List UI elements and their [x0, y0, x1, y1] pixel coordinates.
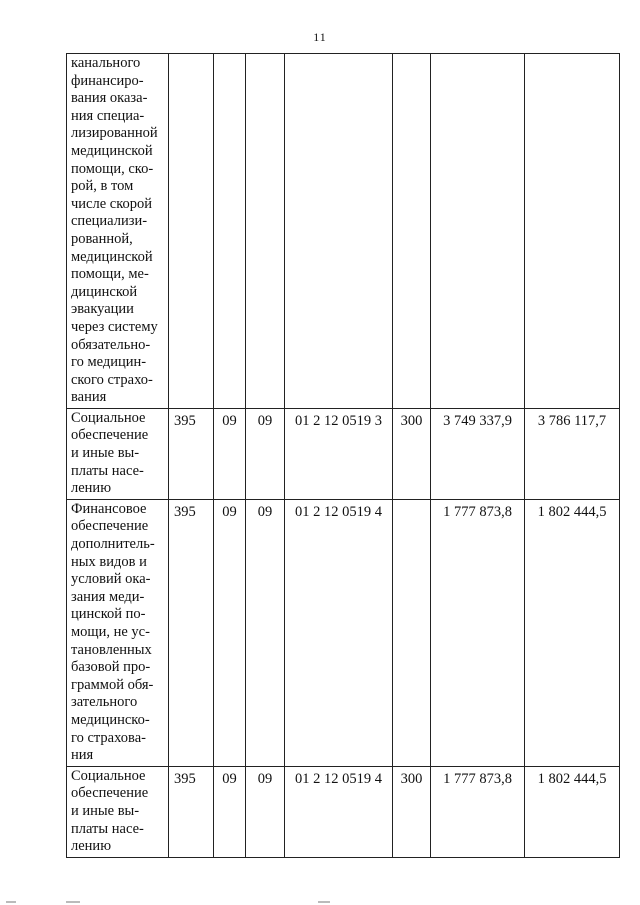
expense-type-code: 300 — [393, 408, 431, 499]
row-name-cell — [67, 766, 169, 857]
target-code: 01 2 12 0519 4 — [285, 499, 393, 766]
amount-year-1: 1 777 873,8 — [431, 499, 525, 766]
table-row — [67, 766, 620, 857]
scan-artifacts — [0, 895, 640, 905]
ministry-code — [169, 54, 214, 409]
row-name: Социальное обеспечение и иные вы- платы насе- лению — [71, 767, 149, 855]
target-code — [285, 54, 393, 409]
amount-year-2: 1 802 444,5 — [525, 766, 620, 857]
row-name-cell — [67, 54, 169, 409]
ministry-code: 395 — [169, 766, 214, 857]
target-code: 01 2 12 0519 3 — [285, 408, 393, 499]
row-name-cell — [67, 499, 169, 766]
subsection-code: 09 — [246, 408, 285, 499]
expense-type-code — [393, 499, 431, 766]
amount-year-1: 1 777 873,8 — [431, 766, 525, 857]
section-code: 09 — [214, 408, 246, 499]
expense-type-code — [393, 54, 431, 409]
budget-table — [66, 53, 620, 858]
amount-year-1 — [431, 54, 525, 409]
scan-mark — [6, 901, 16, 903]
section-code: 09 — [214, 766, 246, 857]
scan-mark — [66, 901, 80, 903]
amount-year-2: 1 802 444,5 — [525, 499, 620, 766]
target-code: 01 2 12 0519 4 — [285, 766, 393, 857]
table-row — [67, 408, 620, 499]
table-row — [67, 54, 620, 409]
section-code: 09 — [214, 499, 246, 766]
row-name: Социальное обеспечение и иные вы- платы насе- лению — [71, 409, 149, 497]
table-row — [67, 499, 620, 766]
ministry-code: 395 — [169, 499, 214, 766]
amount-year-1: 3 749 337,9 — [431, 408, 525, 499]
amount-year-2: 3 786 117,7 — [525, 408, 620, 499]
row-name-cell — [67, 408, 169, 499]
subsection-code: 09 — [246, 766, 285, 857]
row-name: Финансовое обеспечение дополнитель- ных видов и условий ока- зания меди- цинской по- мощи, не ус- тановленных базовой про- граммой обя- зательного медицинско- го страхова- ния — [71, 500, 155, 764]
page-number: 11 — [313, 30, 327, 44]
scan-mark — [318, 901, 330, 903]
expense-type-code: 300 — [393, 766, 431, 857]
subsection-code — [246, 54, 285, 409]
ministry-code: 395 — [169, 408, 214, 499]
row-name: канального финансиро- вания оказа- ния специа- лизированной медицинской помощи, ско- рой, в том числе скорой специализи- рованной, медицинской помощи, ме- дицинской эвакуации через систему обязательно- го медицин- ского страхо- вания — [71, 55, 158, 406]
subsection-code: 09 — [246, 499, 285, 766]
amount-year-2 — [525, 54, 620, 409]
section-code — [214, 54, 246, 409]
